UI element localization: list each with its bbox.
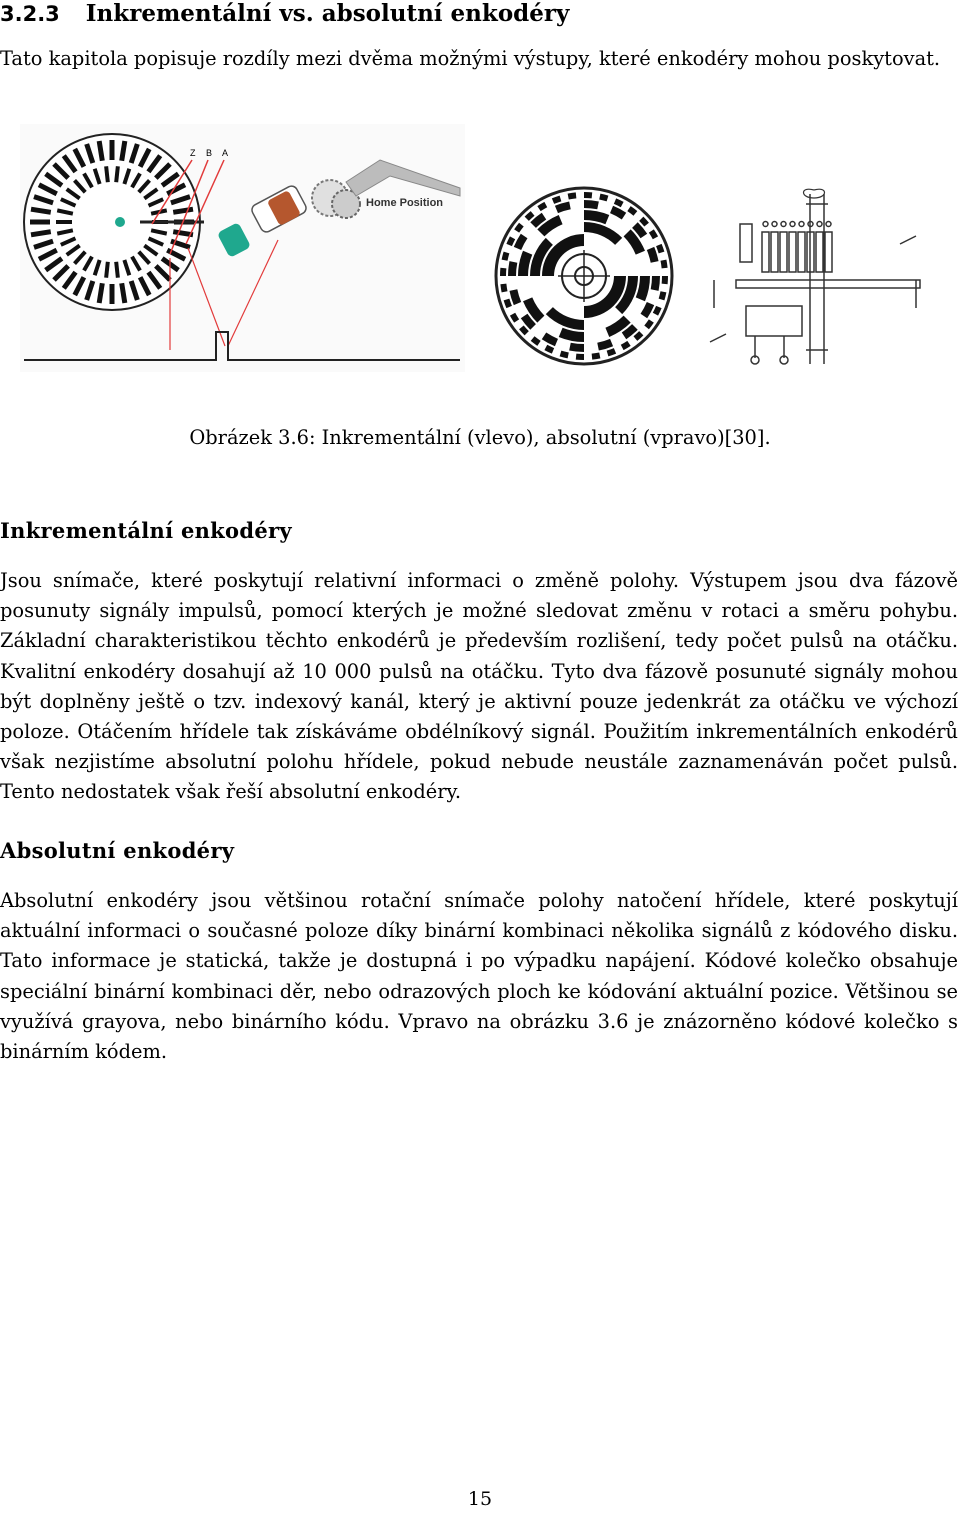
incremental-heading: Inkrementální enkodéry: [0, 518, 292, 543]
intro-paragraph: Tato kapitola popisuje rozdíly mezi dvěma možnými výstupy, které enkodéry mohou poskytovat.: [0, 47, 941, 70]
track-label-a: A: [222, 148, 229, 158]
section-heading: [0, 0, 569, 27]
figure-caption: Obrázek 3.6: Inkrementální (vlevo), absolutní (vpravo)[30].: [189, 426, 771, 449]
absolute-heading: Absolutní enkodéry: [0, 838, 235, 863]
absolute-encoder-schematic: [710, 189, 920, 364]
encoder-figure: [20, 124, 940, 376]
absolute-paragraph: Absolutní enkodéry jsou většinou rotační snímače polohy natočení hřídele, které poskytují aktuální informaci o současné poloze díky binární kombinaci několika signálů z kódového disku. Tato informace je statická, takže je dostupná i po výpadku napájení. Kódové kolečko obsahuje speciální binární kombinaci děr, nebo odrazových ploch ke kódování aktuální pozice. Většinou se využívá grayova, nebo binárního kódu. Vpravo na obrázku 3.6 je znázorněno kódové kolečko s binárním kódem.: [0, 889, 958, 1064]
incremental-paragraph: Jsou snímače, které poskytují relativní informaci o změně polohy. Výstupem jsou dva fázově posunuty signály impulsů, pomocí kterých je možné sledovat změnu v rotaci a směru pohybu. Základní charakteristikou těchto enkodérů je především rozlišení, tedy počet pulsů na otáčku. Kvalitní enkodéry dosahují až 10 000 pulsů na otáčku. Tyto dva fázově posunuté signály mohou být doplněny ještě o tzv. indexový kanál, který je aktivní pouze jedenkrát za otáčku ve výchozí poloze. Otáčením hřídele tak získáváme obdélníkový signál. Použitím inkrementálních enkodérů však nezjistíme absolutní polohu hřídele, pokud nebude neustále zaznamenáván počet pulsů. Tento nedostatek však řeší absolutní enkodéry.: [0, 569, 958, 804]
incremental-encoder-illustration: [20, 124, 465, 372]
track-label-z: Z: [190, 148, 196, 158]
track-label-b: B: [206, 148, 213, 158]
page-number: 15: [467, 1488, 493, 1510]
absolute-encoder-illustration: [496, 188, 672, 364]
section-title: Inkrementální vs. absolutní enkodéry: [85, 0, 570, 27]
section-number: 3.2.3: [0, 2, 60, 26]
disk-center-dot: [115, 217, 125, 227]
home-position-label: Home Position: [366, 197, 444, 209]
